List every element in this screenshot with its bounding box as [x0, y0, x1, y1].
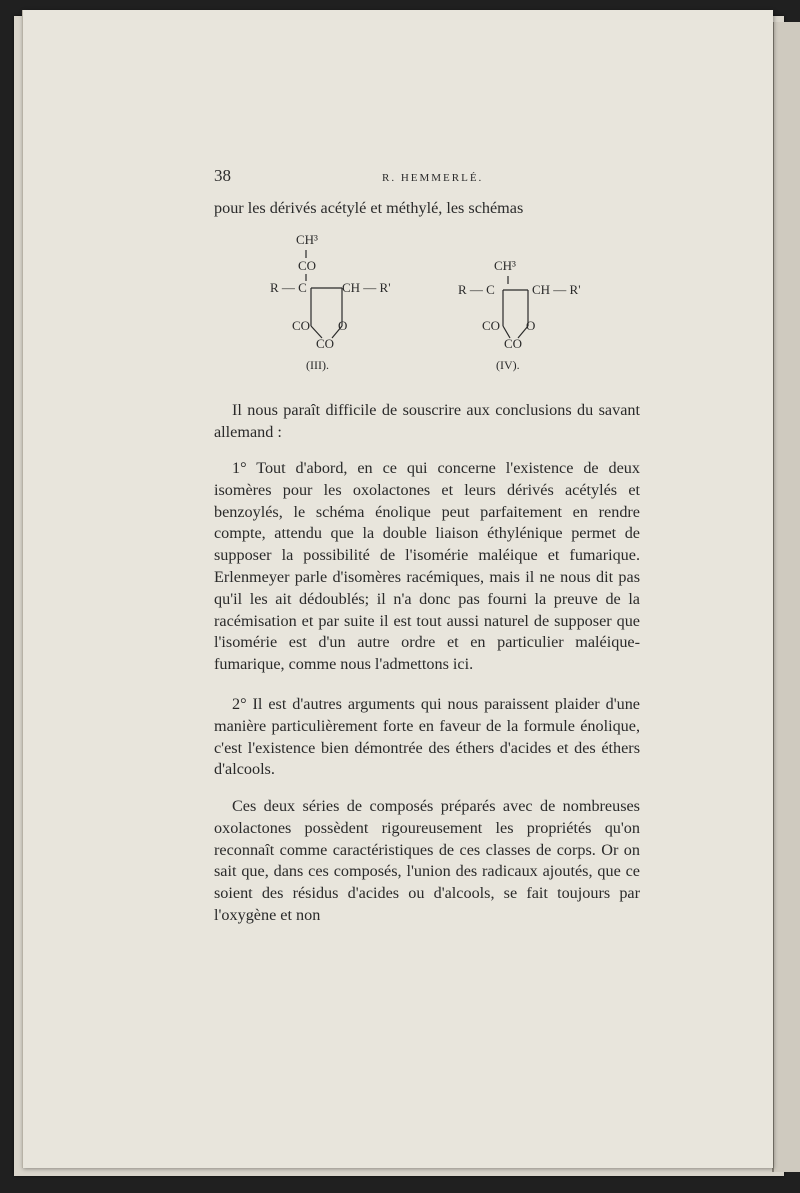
iv-co-bottom: CO: [504, 336, 523, 351]
intro-line: [214, 198, 640, 220]
intro-text: pour les dérivés acétylé et méthylé, les schémas: [214, 199, 524, 217]
iii-co-top: CO: [298, 258, 317, 273]
iv-r-c: R — C: [458, 282, 495, 297]
paragraph-text: 2° Il est d'autres arguments qui nous paraissent plaider d'une manière particulièrement forte en faveur de la formule énolique, c'est l'existence bien démontrée des éthers d'acides et des éthers d'alcools.: [214, 695, 640, 779]
iii-r-c: R — C: [270, 280, 307, 295]
iv-label: (IV).: [496, 358, 520, 372]
chemical-formulas: [262, 230, 612, 390]
paragraph-text: 1° Tout d'abord, en ce qui concerne l'existence de deux isomères pour les oxolactones et leurs dérivés acétylés et benzoylés, le schéma énolique peut parfaitement en rendre compte, attendu que la double liaison éthylénique permet de supposer la possibilité de l'isomérie maléique et fumarique. Erlenmeyer parle d'isomères racémiques, mais il ne nous dit pas qu'il les ait dédoublés; il n'a donc pas fourni la preuve de la racémisation et par suite il est tout aussi naturel de supposer que l'isomérie est d'un autre ordre et en particulier maléique-fumarique, comme nous l'admettons ici.: [214, 459, 640, 674]
paragraph-4: [214, 796, 640, 927]
iii-label: (III).: [306, 358, 329, 372]
paragraph-text: Ces deux séries de composés préparés avec de nombreuses oxolactones possèdent rigoureusement les propriétés qu'on reconnaît comme caractéristiques de ces classes de corps. Or on sait que, dans ces composés, l'union des radicaux ajoutés, que ce soient des résidus d'acides ou d'alcools, se fait toujours par l'oxygène et non: [214, 797, 640, 924]
running-head: R. HEMMERLÉ.: [382, 172, 484, 184]
iv-ch3: CH³: [494, 258, 516, 273]
iii-ch3: CH³: [296, 232, 318, 247]
page-number: 38: [214, 166, 231, 185]
iii-ch-r: CH — R': [342, 280, 391, 295]
adjacent-page-edge: [772, 22, 800, 1172]
page-header: [214, 166, 644, 190]
iv-co-left: CO: [482, 318, 501, 333]
paragraph-1: [214, 400, 640, 444]
iii-co-left: CO: [292, 318, 311, 333]
paragraph-2: [214, 458, 640, 676]
paragraph-text: Il nous paraît difficile de souscrire aux conclusions du savant allemand :: [214, 401, 640, 441]
iii-o: O: [338, 318, 348, 333]
iv-o: O: [526, 318, 536, 333]
iii-co-bottom: CO: [316, 336, 335, 351]
paragraph-3: [214, 694, 640, 781]
iv-ch-r: CH — R': [532, 282, 581, 297]
